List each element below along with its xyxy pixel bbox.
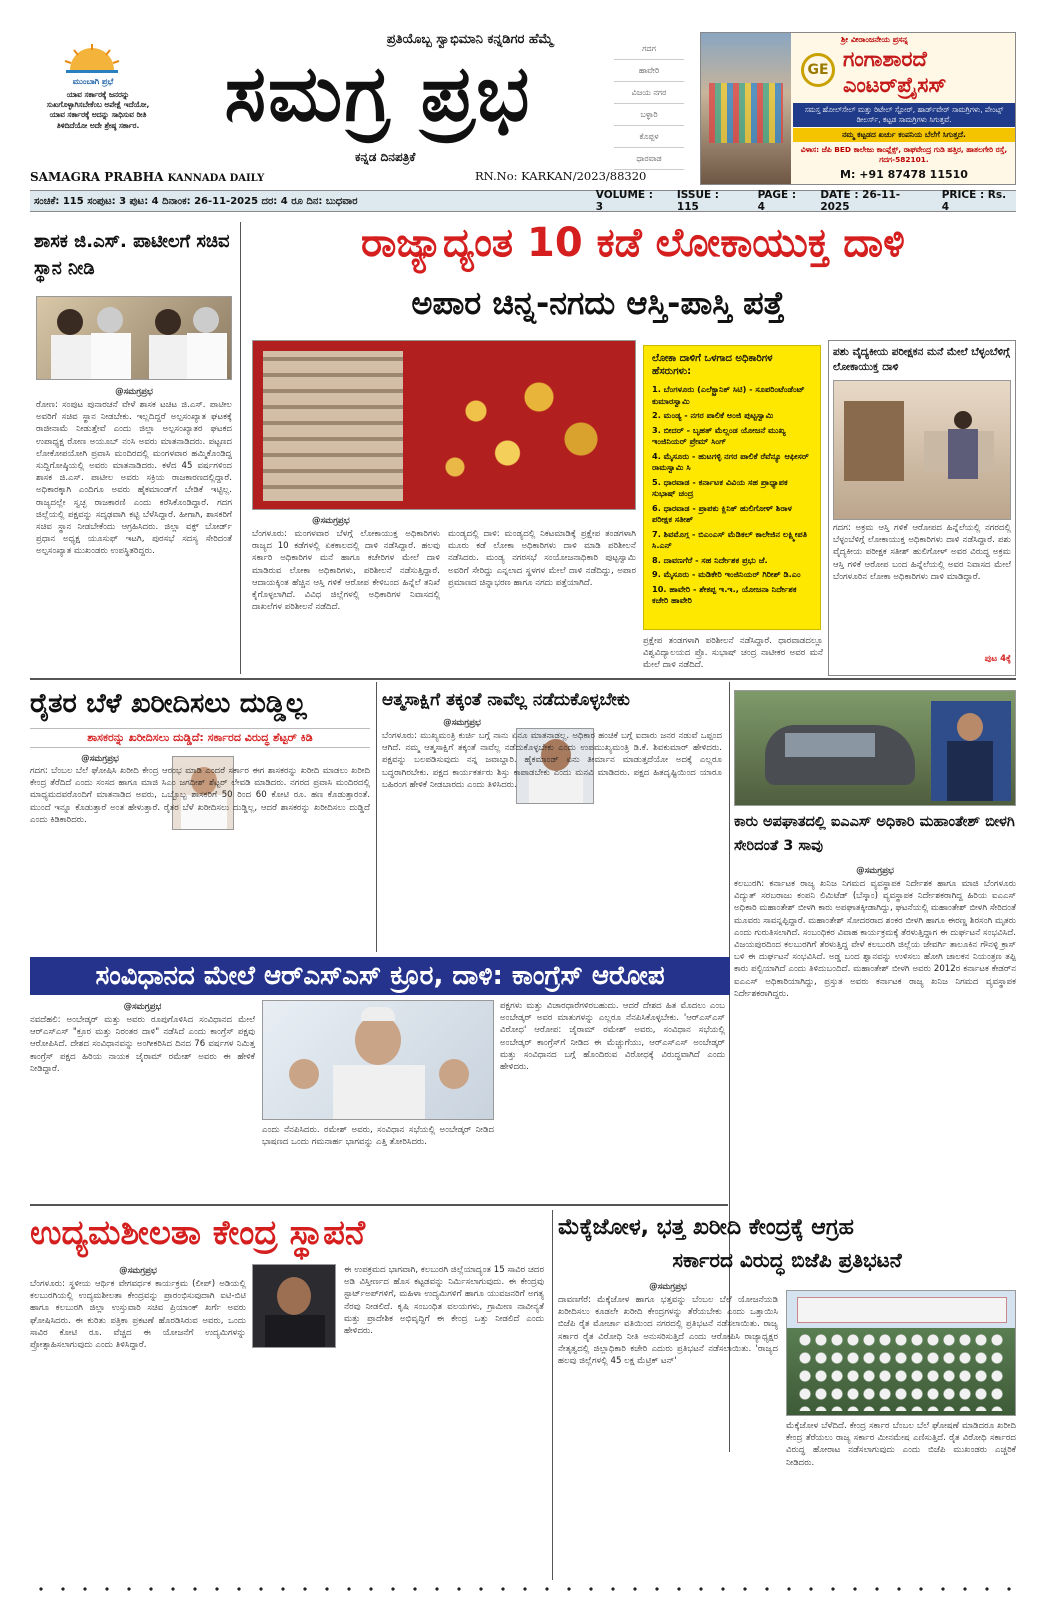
list-item: 1. ಬೆಂಗಳೂರು (ಎಲೆಕ್ಟ್ರಾನಿಕ್ ಸಿಟಿ) - ಸೂಪರಿಂಟೆಂಡೆಂಟ್ ಕುಮಾರಸ್ವಾಮಿ bbox=[652, 384, 805, 406]
city-item[interactable]: ವಿಜಯ ನಗರ bbox=[614, 82, 684, 104]
city-list bbox=[614, 38, 684, 170]
issue: ISSUE : 115 bbox=[676, 189, 720, 213]
headline[interactable]: ಆತ್ಮಸಾಕ್ಷಿಗೆ ತಕ್ಕಂತೆ ನಾವೆಲ್ಲ ನಡೆದುಕೊಳ್ಳಬೇಕು bbox=[382, 690, 630, 710]
photo-seized-gold-cash bbox=[252, 340, 636, 510]
headline: ಸಂವಿಧಾನದ ಮೇಲೆ ಆರ್‌ಎಸ್‌ಎಸ್ ಕ್ರೂರ, ದಾಳಿ: ಕಾಂಗ್ರೆಸ್ ಆರೋಪ bbox=[95, 960, 665, 991]
officials-list-box bbox=[643, 345, 821, 630]
maize-col-2: ಮೆಕ್ಕೆಜೋಳ ಬೆಳೆದಿದೆ. ಕೇಂದ್ರ ಸರ್ಕಾರ ಬೆಂಬಲ ಬೆಲೆ ಘೋಷಣೆ ಮಾಡಿದರೂ ಖರೀದಿ ಕೇಂದ್ರ ತೆರೆಯಲು ರಾಜ್ಯ ಸರ್ಕಾರ ಮೀನಮೇಷ ಎಣಿಸುತ್ತಿದೆ. ರೈತ ವಿರೋಧಿ ಸರ್ಕಾರದ ವಿರುದ್ಧ ಹೋರಾಟ ನಡೆಸಲಾಗುವುದು ಎಂದು ಬಿಜೆಪಿ ಮುಖಂಡರು ಎಚ್ಚರಿಕೆ ನೀಡಿದರು. bbox=[786, 1421, 1016, 1468]
byline: @ಸಮಗ್ರಪ್ರಭ bbox=[115, 387, 153, 397]
byline: @ಸಮಗ್ರಪ್ರಭ bbox=[81, 754, 119, 764]
officials-list bbox=[652, 384, 812, 607]
headline[interactable]: ಪಶು ವೈದ್ಯಕೀಯ ಪರೀಕ್ಷಕನ ಮನೆ ಮೇಲೆ ಬೆಳ್ಳಂಬೆಳಿಗ್ಗೆ ಲೋಕಾಯುಕ್ತ ದಾಳಿ bbox=[833, 346, 1010, 373]
city-item[interactable]: ಗದಗ bbox=[614, 38, 684, 60]
startup-col-1: ಬೆಂಗಳೂರು: ಸ್ಥಳೀಯ ಆರ್ಥಿಕ ವೇಗವರ್ಧಕ ಕಾರ್ಯಕ್ರಮ (ಲೀಪ್) ಅಡಿಯಲ್ಲಿ ಕಲಬುರಗಿಯಲ್ಲಿ ಉದ್ಯಮಶೀಲತಾ ಕೇಂದ್ರವನ್ನು ಪ್ರಾರಂಭಿಸುವುದಾಗಿ ಐಟಿ-ಬಿಟಿ ಹಾಗೂ ಕಲಬುರಗಿ ಜಿಲ್ಲಾ ಉಸ್ತುವಾರಿ ಸಚಿವ ಪ್ರಿಯಾಂಕ್ ಖರ್ಗೆ ಅವರು ಘೋಷಿಸಿದರು. ಈ ಕುರಿತು ಪತ್ರಿಕಾ ಪ್ರಕಟಣೆ ಹೊರಡಿಸಿರುವ ಅವರು, ಒಂದು ಸಾವಿರ ಕೋಟಿ ರೂ. ವೆಚ್ಚದ ಈ ಯೋಜನೆಗೆ ಉದ್ಯಮಿಗಳನ್ನು ಪ್ರೋತ್ಸಾಹಿಸಲಾಗುವುದು ಎಂದು ತಿಳಿಸಿದ್ದಾರೆ. bbox=[30, 1279, 246, 1351]
ad-top-line: ಶ್ರೀ ವೀರಾಂಜನೇಯ ಪ್ರಸನ್ನ bbox=[841, 35, 908, 44]
photo-vet-raid bbox=[833, 380, 1011, 520]
ad-description: ಸಮಸ್ತ ಹೋಲ್‌ಸೇಲ್ ಮತ್ತು ರಿಟೇಲ್ ಸ್ಟೋರ್, ಹಾರ್ಡ್‌ವೇರ್ ಸಾಮಗ್ರಿಗಳು, ಪೇಂಟ್ಸ್ ಡೀಲರ್ಸ್, ಕಟ್ಟಡ ಸಾಮಗ್ರಿಗಳು ಸಿಗುತ್ತವೆ. bbox=[793, 103, 1015, 127]
price: PRICE : Rs. 4 bbox=[941, 189, 1007, 213]
photo-patil bbox=[36, 296, 232, 380]
article-body: ಕಲಬುರಗಿ: ಕರ್ನಾಟಕ ರಾಜ್ಯ ಖನಿಜ ನಿಗಮದ ವ್ಯವಸ್ಥಾಪಕ ನಿರ್ದೇಶಕ ಹಾಗೂ ಮಾಜಿ ಬೆಂಗಳೂರು ವಿದ್ಯುತ್ ಸರಬರಾಜು ಕಂಪನಿ ಲಿಮಿಟೆಡ್ (ಬೆಸ್ಕಾಂ) ವ್ಯವಸ್ಥಾಪಕ ನಿರ್ದೇಶಕರಾಗಿದ್ದ ಹಿರಿಯ ಐಎಎಸ್ ಅಧಿಕಾರಿ ಮಹಾಂತೇಶ್ ಬೀಳಗಿ ಕಾರು ಅಪಘಾತಕ್ಕೀಡಾಗಿದ್ದು, ಘಟನೆಯಲ್ಲಿ ಮಹಾಂತೇಶ್ ಬೀಳಗಿ ಸೇರಿದಂತೆ ಮೂವರು ಸಾವನ್ನಪ್ಪಿದ್ದಾರೆ. ಮಹಾಂತೇಶ್ ಸೋದರರಾದ ಶಂಕರ ಬೀಳಗಿ ಹಾಗೂ ಈರಣ್ಣ ಶಿರಸಂಗಿ ಮೃತರು ಎಂದು ಗುರುತಿಸಲಾಗಿದೆ. ಸಂಬಂಧಿಕರ ವಿವಾಹ ಕಾರ್ಯಕ್ರಮಕ್ಕೆ ತೆರಳುತ್ತಿದ್ದಾಗ ಈ ದುರ್ಘಟನೆ ಸಂಭವಿಸಿದೆ. ವಿಜಯಪುರದಿಂದ ಕಲಬುರಗಿಗೆ ತೆರಳುತ್ತಿದ್ದ ವೇಳೆ ಕಲಬುರಗಿ ಜಿಲ್ಲೆಯ ಜೇವರ್ಗಿ ತಾಲೂಕಿನ ಗೌನಳ್ಳಿ ಕ್ರಾಸ್ ಬಳಿ ಈ ದುರ್ಘಟನೆ ಸಂಭವಿಸಿದೆ. ಅಡ್ಡ ಬಂದ ಶ್ವಾನವನ್ನು ಉಳಿಸಲು ಹೋಗಿ ಚಾಲಕನ ನಿಯಂತ್ರಣ ತಪ್ಪಿ ಕಾರು ಪಲ್ಟಿಯಾಗಿದೆ ಎಂದು ತಿಳಿದುಬಂದಿದೆ. ಮಹಾಂತೇಶ್ ಬೀಳಗಿ ಅವರು 2012ರ ಕರ್ನಾಟಕ ಕೇಡರ್‌ನ ಐಎಎಸ್ ಅಧಿಕಾರಿಯಾಗಿದ್ದು, ಪ್ರಸ್ತುತ ಅವರು ಕರ್ನಾಟಕ ರಾಜ್ಯ ಖನಿಜ ನಿಗಮದ ವ್ಯವಸ್ಥಾಪಕ ನಿರ್ದೇಶಕರಾಗಿದ್ದರು. bbox=[734, 879, 1016, 999]
headline[interactable]: ರೈತರ ಬೆಳೆ ಖರೀದಿಸಲು ದುಡ್ಡಿಲ್ಲ bbox=[30, 688, 307, 719]
photo-car-accident bbox=[734, 690, 1016, 806]
subheadline: ಸರ್ಕಾರದ ವಿರುದ್ಧ ಬಿಜೆಪಿ ಪ್ರತಿಭಟನೆ bbox=[672, 1248, 902, 1272]
sunrise-logo-icon bbox=[62, 42, 122, 74]
byline: @ಸಮಗ್ರಪ್ರಭ bbox=[123, 1002, 162, 1012]
ad-phone[interactable]: M: +91 87478 11510 bbox=[840, 168, 968, 181]
page-number: PAGE : 4 bbox=[757, 189, 797, 213]
subheadline: ಶಾಸಕರನ್ನು ಖರೀದಿಸಲು ದುಡ್ಡಿದೆ: ಸರ್ಕಾರದ ವಿರುದ್ಧ ಶೆಟ್ಟರ್ ಕಿಡಿ bbox=[30, 728, 370, 748]
maize-col-1: ದಾವಣಗೆರೆ: ಮೆಕ್ಕೆಜೋಳ ಹಾಗೂ ಭತ್ತವನ್ನು ಬೆಂಬಲ ಬೆಲೆ ಯೋಜನೆಯಡಿ ಖರೀದಿಸಲು ಕೂಡಲೇ ಖರೀದಿ ಕೇಂದ್ರಗಳನ್ನು ತೆರೆಯಬೇಕು ಎಂದು ಒತ್ತಾಯಿಸಿ ಬಿಜೆಪಿ ರೈತ ಮೋರ್ಚಾ ವತಿಯಿಂದ ನಗರದಲ್ಲಿ ಪ್ರತಿಭಟನೆ ನಡೆಸಲಾಯಿತು. ರಾಜ್ಯ ಸರ್ಕಾರ ರೈತ ವಿರೋಧಿ ನೀತಿ ಅನುಸರಿಸುತ್ತಿದೆ ಎಂದು ಆರೋಪಿಸಿ ರಾಜ್ಯಾಧ್ಯಕ್ಷರ ನೇತೃತ್ವದಲ್ಲಿ ಜಿಲ್ಲಾಧಿಕಾರಿ ಕಚೇರಿ ಎದುರು ಪ್ರತಿಭಟನೆ ನಡೆಸಲಾಯಿತು. 'ರಾಜ್ಯದ ಹಲವು ಜಿಲ್ಲೆಗಳಲ್ಲಿ 45 ಲಕ್ಷ ಮೆಟ್ರಿಕ್ ಟನ್' bbox=[558, 1295, 778, 1367]
lead-col-1: ಬೆಂಗಳೂರು: ಮಂಗಳವಾರ ಬೆಳಗ್ಗೆ ಲೋಕಾಯುಕ್ತ ಅಧಿಕಾರಿಗಳು ರಾಜ್ಯದ 10 ಕಡೆಗಳಲ್ಲಿ ಏಕಕಾಲದಲ್ಲಿ ದಾಳಿ ನಡೆಸಿದ್ದಾರೆ. ಹಲವು ಸರ್ಕಾರಿ ಅಧಿಕಾರಿಗಳ ಮನೆ ಹಾಗೂ ಕಚೇರಿಗಳ ಮೇಲೆ ದಾಳಿ ಮಾಡಿರುವ ಲೋಕಾ ಅಧಿಕಾರಿಗಳು, ಪರಿಶೀಲನೆ ನಡೆಸುತ್ತಿದ್ದಾರೆ. ಆದಾಯಕ್ಕಿಂತ ಹೆಚ್ಚಿನ ಆಸ್ತಿ ಗಳಿಕೆ ಆರೋಪ ಕೇಳಿಬಂದ ಹಿನ್ನೆಲೆ ತನಿಖೆ ಕೈಗೊಳ್ಳಲಾಗಿದೆ. ವಿವಿಧ ಜಿಲ್ಲೆಗಳಲ್ಲಿ ಅಧಿಕಾರಿಗಳ ನಿವಾಸದಲ್ಲಿ ದಾಖಲೆಗಳ ಪರಿಶೀಲನೆ ನಡೆದಿದೆ. bbox=[252, 529, 440, 613]
rss-col-1: ನವದೆಹಲಿ: ಅಂಬೇಡ್ಕರ್ ಮತ್ತು ಅವರು ರೂಪುಗೊಳಿಸಿದ ಸಂವಿಧಾನದ ಮೇಲೆ ಆರ್‌ಎಸ್‌ಎಸ್ "ಕ್ರೂರ ಮತ್ತು ನಿರಂತರ ದಾಳಿ" ನಡೆಸಿದೆ ಎಂದು ಕಾಂಗ್ರೆಸ್ ಪಕ್ಷವು ಆರೋಪಿಸಿದೆ. ದೇಶದ ಸಂವಿಧಾನವನ್ನು ಅಂಗೀಕರಿಸಿದ ದಿನದ 76 ವರ್ಷಗಳ ನಿಮಿತ್ತ ಕಾಂಗ್ರೆಸ್ ಪಕ್ಷದ ಹಿರಿಯ ನಾಯಕ ಜೈರಾಮ್ ರಮೇಶ್ ಅವರು ಈ ಹೇಳಿಕೆ ನೀಡಿದ್ದಾರೆ. bbox=[30, 1015, 255, 1074]
lead-col-3: ಪ್ರಕ್ಷೇಪ ತಂಡಗಳಾಗಿ ಪರಿಶೀಲನೆ ನಡೆಸಿದ್ದಾರೆ. ಧಾರವಾಡದಲ್ಲೂ ವಿಶ್ವವಿದ್ಯಾಲಯದ ಪ್ರೊ. ಸುಭಾಷ್ ಚಂದ್ರ ನಾಟೀಕರ ಅವರ ಮನೆ ಮೇಲೆ ದಾಳಿ ನಡೆದಿದೆ. bbox=[643, 636, 823, 671]
ad-name-1: ಗಂಗಾಶಾರದೆ bbox=[843, 47, 927, 71]
continued-link[interactable]: ಪುಟ 4ಕ್ಕೆ bbox=[984, 654, 1011, 664]
city-item[interactable]: ಧಾರವಾಡ bbox=[614, 148, 684, 170]
headline[interactable]: ಕಾರು ಅಪಘಾತದಲ್ಲಿ ಐಎಎಸ್ ಅಧಿಕಾರಿ ಮಹಾಂತೇಶ್ ಬೀಳಗಿ ಸೇರಿದಂತೆ 3 ಸಾವು bbox=[734, 814, 1015, 854]
rn-number: RN.No: KARKAN/2023/88320 bbox=[475, 169, 647, 183]
footer-dots bbox=[30, 1586, 1016, 1592]
article-body: ಬೆಂಗಳೂರು: ಮುಖ್ಯಮಂತ್ರಿ ಕುರ್ಚಿ ಬಗ್ಗೆ ನಾನು ಏನೂ ಮಾತನಾಡಲ್ಲ. ಅಧಿಕಾರ ಹಂಚಿಕೆ ಬಗ್ಗೆ ಐದಾರು ಜನರ ನಡುವೆ ಒಪ್ಪಂದ ಆಗಿದೆ. ನಮ್ಮ ಆತ್ಮಸಾಕ್ಷಿಗೆ ತಕ್ಕಂತೆ ನಾವೆಲ್ಲ ನಡೆದುಕೊಳ್ಳಬೇಕು ಎಂದು ಉಪಮುಖ್ಯಮಂತ್ರಿ ಡಿ.ಕೆ. ಶಿವಕುಮಾರ್ ಹೇಳಿದರು. ಪಕ್ಷವನ್ನು ಬಲಪಡಿಸುವುದು ನನ್ನ ಜವಾಬ್ದಾರಿ. ಹೈಕಮಾಂಡ್ ಏನು ತೀರ್ಮಾನ ಮಾಡುತ್ತದೆಯೋ ಅದಕ್ಕೆ ಎಲ್ಲರೂ ಬದ್ಧರಾಗಿರಬೇಕು. ಪಕ್ಷದ ಕಾರ್ಯಕರ್ತರು ಶಿಸ್ತು ಕಾಪಾಡಬೇಕು ಎಂದು ಮನವಿ ಮಾಡಿದರು. ಪಕ್ಷದ ಹಿತದೃಷ್ಟಿಯಿಂದ ಯಾರೂ ಬಹಿರಂಗ ಹೇಳಿಕೆ ನೀಡಬಾರದು ಎಂದು ತಿಳಿಸಿದರು. bbox=[382, 731, 722, 790]
rss-col-2: ಎಂದು ನೆನಪಿಸಿದರು. ರಮೇಶ್ ಅವರು, ಸಂವಿಧಾನ ಸಭೆಯಲ್ಲಿ ಅಂಬೇಡ್ಕರ್ ನೀಡಿದ ಭಾಷಣದ ಒಂದು ಗಮನಾರ್ಹ ಭಾಗವನ್ನು ಎತ್ತಿ ತೋರಿಸಿದರು. bbox=[262, 1125, 494, 1148]
english-name-main: SAMAGRA PRABHA bbox=[30, 170, 164, 184]
byline: @ಸಮಗ್ರಪ್ರಭ bbox=[856, 866, 894, 876]
motto: ಯಾವ ಸರ್ಕಾರಕ್ಕೆ ಜನರನ್ನು ಸುಖಗೊಳ್ಳಾಗಿಸಬೇಕೆಂಬ ಅಪೇಕ್ಷೆ ಇದೆಯೋ, ಯಾವ ಸರ್ಕಾರಕ್ಕೆ ಅದನ್ನು ಸಾಧಿಸುವ ರೀತಿ ತಿಳಿದಿದೆಯೋ ಅದೇ ಶ್ರೇಷ್ಠ ಸರ್ಕಾರ. bbox=[46, 90, 150, 130]
ad-logo-icon: GE bbox=[801, 53, 835, 87]
city-item[interactable]: ಬಳ್ಳಾರಿ bbox=[614, 104, 684, 126]
list-item: 8. ದಾವಣಗೆರೆ - ಸಹ ನಿರ್ದೇಶಕ ಪ್ರಭು ಜೆ. bbox=[652, 554, 768, 565]
city-item[interactable]: ಕೊಪ್ಪಳ bbox=[614, 126, 684, 148]
ad-name-2: ಎಂಟರ್‌ಪ್ರೈಸಸ್ bbox=[843, 73, 947, 97]
article-body: ಗದಗ: ಬೆಂಬಲ ಬೆಲೆ ಘೋಷಿಸಿ ಖರೀದಿ ಕೇಂದ್ರ ಆರಂಭ ಮಾಡಿ ಎಂದರೆ ಸರ್ಕಾರ ಈಗ ಶಾಸಕರನ್ನು ಖರೀದಿ ಮಾಡಲು ಖರೀದಿ ಕೇಂದ್ರ ತೆರೆದಿದೆ ಎಂದು ಸಂಸದ ಹಾಗೂ ಮಾಜಿ ಸಿಎಂ ಜಗದೀಶ್ ಶೆಟ್ಟರ್ ಲೇವಡಿ ಮಾಡಿದರು. ನಗರದ ಪ್ರವಾಸಿ ಮಂದಿರದಲ್ಲಿ ಮಾಧ್ಯಮದವರೊಂದಿಗೆ ಮಾತನಾಡಿದ ಅವರು, ಒಬ್ಬೊಬ್ಬ ಶಾಸಕರಿಗೆ 50 ರಿಂದ 60 ಕೋಟಿ ರೂ. ಹಣ ಕೊಡುತ್ತಾರಂತೆ. ಮುಂದೆ ಇನ್ನೂ ಕೊಡುತ್ತಾರೆ ಅಂತ ಹೇಳುತ್ತಾರೆ. ರೈತರ ಬೆಳೆ ಖರೀದಿಸಲು ದುಡ್ಡಿಲ್ಲ, ಆದರೆ ಶಾಸಕರನ್ನು ಖರೀದಿಸಲು ದುಡ್ಡಿದೆ ಎಂದು ಕಿಡಿಕಾರಿದರು. bbox=[30, 766, 370, 825]
photo-priyank-kharge bbox=[252, 1264, 336, 1348]
headline[interactable]: ಶಾಸಕ ಜಿ.ಎಸ್. ಪಾಟೀಲಗೆ ಸಚಿವ ಸ್ಥಾನ ನೀಡಿ bbox=[34, 231, 230, 279]
list-item: 4. ಮೈಸೂರು - ಹುಟಗಳ್ಳಿ ನಗರ ಪಾಲಿಕೆ ರೆವೆನ್ಯೂ ಆಫೀಸರ್ ರಾಮಸ್ವಾಮಿ ಸಿ bbox=[652, 450, 809, 472]
article-body: ಗದಗ: ಅಕ್ರಮ ಆಸ್ತಿ ಗಳಿಕೆ ಆರೋಪದ ಹಿನ್ನೆಲೆಯಲ್ಲಿ ನಗರದಲ್ಲಿ ಬೆಳ್ಳಂಬೆಳಿಗ್ಗೆ ಲೋಕಾಯುಕ್ತ ಅಧಿಕಾರಿಗಳು ದಾಳಿ ನಡೆಸಿದ್ದಾರೆ. ಪಶು ವೈದ್ಯಕೀಯ ಪರೀಕ್ಷಕ ಸತೀಶ್ ಹುಲಿಗೋಳ್ ಅವರ ವಿರುದ್ಧ ಅಕ್ರಮ ಆಸ್ತಿ ಗಳಿಕೆ ಆರೋಪ ಬಂದ ಹಿನ್ನೆಲೆಯಲ್ಲಿ ಅವರ ನಿವಾಸದ ಮೇಲೆ ಬೆಂಗಳೂರಿನ ಲೋಕಾ ಅಧಿಕಾರಿಗಳು ದಾಳಿ ಮಾಡಿದ್ದಾರೆ. bbox=[833, 523, 1011, 582]
officials-box-title: ಲೋಕಾ ದಾಳಿಗೆ ಒಳಗಾದ ಅಧಿಕಾರಿಗಳ ಹೆಸರುಗಳು: bbox=[652, 353, 773, 377]
headline[interactable]: ಮೆಕ್ಕೆಜೋಳ, ಭತ್ತ ಖರೀದಿ ಕೇಂದ್ರಕ್ಕೆ ಆಗ್ರಹ bbox=[558, 1215, 854, 1240]
volume: VOLUME : 3 bbox=[595, 189, 653, 213]
masthead-tagline: ಪ್ರತಿಯೊಬ್ಬ ಸ್ವಾಭಿಮಾನಿ ಕನ್ನಡಿಗರ ಹೆಮ್ಮೆ bbox=[386, 32, 554, 47]
byline: @ಸಮಗ್ರಪ್ರಭ bbox=[649, 1282, 687, 1292]
byline: @ಸಮಗ್ರಪ್ರಭ bbox=[312, 516, 350, 526]
list-item: 5. ಧಾರವಾಡ - ಕರ್ನಾಟಕ ವಿವಿಯ ಸಹ ಪ್ರಾಧ್ಯಾಪಕ ಸುಭಾಷ್ ಚಂದ್ರ bbox=[652, 476, 788, 498]
issue-info-kannada: ಸಂಚಿಕೆ: 115 ಸಂಪುಟ: 3 ಪುಟ: 4 ದಿನಾಂಕ: 26-11-2025 ದರ: 4 ರೂ ದಿನ: ಬುಧವಾರ bbox=[34, 195, 358, 207]
lead-subheadline: ಅಪಾರ ಚಿನ್ನ-ನಗದು ಆಸ್ತಿ-ಪಾಸ್ತಿ ಪತ್ತೆ bbox=[411, 284, 785, 322]
shop-photo bbox=[701, 33, 791, 184]
lead-headline[interactable]: ರಾಜ್ಯಾದ್ಯಂತ 10 ಕಡೆ ಲೋಕಾಯುಕ್ತ ದಾಳಿ bbox=[361, 220, 905, 266]
issue-date: DATE : 26-11-2025 bbox=[820, 189, 901, 213]
byline: @ಸಮಗ್ರಪ್ರಭ bbox=[443, 718, 481, 728]
headline[interactable]: ಉದ್ಯಮಶೀಲತಾ ಕೇಂದ್ರ ಸ್ಥಾಪನೆ bbox=[30, 1213, 366, 1253]
story-rss-headline-banner[interactable] bbox=[30, 957, 730, 995]
newspaper-title: ಸಮಗ್ರ ಪ್ರಭ bbox=[224, 48, 532, 139]
advertisement[interactable] bbox=[700, 32, 1016, 185]
ad-address: ವಿಳಾಸ: ಜೆಪಿ BED ಕಾಲೇಜು ಕಾಂಪ್ಲೆಕ್ಸ್, ರಾಘವೇಂದ್ರ ಗುಡಿ ಹತ್ತಿರ, ಹಾತಲಗೇರಿ ರಸ್ತೆ, ಗದಗ-582101. bbox=[800, 145, 1008, 164]
ad-highlight: ನಮ್ಮ ಕಟ್ಟಡದ ಖರ್ಚು ಕಂಪನಿಯ ಬೆಲೆಗೆ ಸಿಗುತ್ತದೆ. bbox=[793, 128, 1015, 142]
list-item: 10. ಹಾವೇರಿ - ಶೇಕಪ್ಪ ಇ.ಇ., ಯೋಜನಾ ನಿರ್ದೇಶಕ ಕಚೇರಿ ಹಾವೇರಿ bbox=[652, 583, 797, 605]
list-item: 2. ಮಂಡ್ಯ - ನಗರ ಪಾಲಿಕೆ ಅಂಜಿ ಪುಟ್ಟಸ್ವಾಮಿ bbox=[652, 410, 774, 420]
lead-col-2: ಮಂಡ್ಯದಲ್ಲಿ ದಾಳಿ: ಮಂಡ್ಯದಲ್ಲಿ ನಿಕಟಮಾಡಿಕ್ಕೆ ಪ್ರಕ್ಷೇಪ ತಂಡಗಳಾಗಿ ಮೂರು ಕಡೆ ಲೋಕಾ ಅಧಿಕಾರಿಗಳು ದಾಳಿ ಮಾಡಿ ಪರಿಶೀಲನೆ ನಡೆಸಿದರು. ಮಂಡ್ಯ ನಗರಸಭೆ ಸಂಯೋಜನಾಧಿಕಾರಿ ಪುಟ್ಟಸ್ವಾಮಿ ಅವರಿಗೆ ಸೇರಿದ್ದು ಎನ್ನಲಾದ ಸ್ಥಳಗಳ ಮೇಲೆ ದಾಳಿ ನಡೆದಿದ್ದು, ಅಪಾರ ಪ್ರಮಾಣದ ಚಿನ್ನಾಭರಣ ಹಾಗೂ ನಗದು ಪತ್ತೆಯಾಗಿದೆ. bbox=[448, 529, 636, 588]
photo-jairam-ramesh bbox=[262, 1000, 494, 1120]
list-item: 9. ಮೈಸೂರು - ಮಡಿಕೇರಿ ಇಂಜಿನಿಯರ್ ಗಿರೀಶ್ ಡಿ.ಎಂ bbox=[652, 569, 801, 579]
logo-caption: ಮುಂಬಾಗಿ ಪ್ರಭೆ bbox=[72, 77, 114, 86]
rss-col-3: ಪಕ್ಷಗಳು ಮತ್ತು ವಿಚಾರಧಾರೆಗಳಿರಬಹುದು. ಆದರೆ ದೇಶದ ಹಿತ ಮೊದಲು ಎಂಬ ಅಂಬೇಡ್ಕರ್ ಅವರ ಮಾತುಗಳನ್ನು ಎಲ್ಲರೂ ನೆನಪಿಸಿಕೊಳ್ಳಬೇಕು. 'ಆರ್‌ಎಸ್‌ಎಸ್ ವಿರೋಧ' ಆರೋಪ: ಜೈರಾಮ್ ರಮೇಶ್ ಅವರು, ಸಂವಿಧಾನ ಸಭೆಯಲ್ಲಿ ಅಂಬೇಡ್ಕರ್ ಕಾಂಗ್ರೆಸ್‌ಗೆ ನೀಡಿದ ಈ ಮೆಚ್ಚುಗೆಯು, ಆರ್‌ಎಸ್‌ಎಸ್ ಅಂಬೇಡ್ಕರ್ ಮತ್ತು ಸಂವಿಧಾನದ ಬಗ್ಗೆ ಹೊಂದಿರುವ ವಿರೋಧಕ್ಕೆ ವಿರುದ್ಧವಾಗಿದೆ ಎಂದು ಹೇಳಿದರು. bbox=[500, 1001, 725, 1073]
byline: @ಸಮಗ್ರಪ್ರಭ bbox=[119, 1266, 157, 1276]
article-body: ರೋಣ: ಸಂಪುಟ ಪುನಾರಚನೆ ವೇಳೆ ಶಾಸಕ ಟಚಿಟ ಜಿ.ಎಸ್. ಪಾಟೀಲ ಅವರಿಗೆ ಸಚಿವ ಸ್ಥಾನ ನೀಡಬೇಕು. ಇಲ್ಲದಿದ್ದರೆ ಅಲ್ಪಸಂಖ್ಯಾತ ಘಟಕಕ್ಕೆ ರಾಜೀನಾಮೆ ನೀಡುತ್ತೇವೆ ಎಂದು ಜಿಲ್ಲಾ ಅಲ್ಪಸಂಖ್ಯಾತರ ಘಟಕದ ಉಪಾಧ್ಯಕ್ಷ ರೋಣ ಅಯೂಬ್ ನಂಸಿ ಅವರು ಮಾತನಾಡಿದರು. ಪಟ್ಟಣದ ಲೋಕೋಪಯೋಗಿ ಪ್ರವಾಸಿ ಮಂದಿರದಲ್ಲಿ ಮಂಗಳವಾರ ಹಮ್ಮಿಕೊಂಡಿದ್ದ ಸುದ್ದಿಗೋಷ್ಠಿಯಲ್ಲಿ ಅವರು ಮಾತನಾಡಿದರು. ಕಳೆದ 45 ವರ್ಷಗಳಿಂದ ಶಾಸಕ ಜಿ.ಎಸ್. ಪಾಟೀಲ ಅವರು ಸಕ್ರಿಯ ರಾಜಕಾರಣದಲ್ಲಿದ್ದಾರೆ. ಅಧಿಕಾರಕ್ಕಾಗಿ ಎಂದಿಗೂ ಅವರು ಹೈಕಮಾಂಡ್‌ಗೆ ಬೇಡಿಕೆ ಇಟ್ಟಿಲ್ಲ. ರಾಜ್ಯದಲ್ಲೇ ಸ್ವಚ್ಛ ರಾಜಕಾರಣಿ ಎಂದು ಕರೆಸಿಕೊಂಡಿದ್ದಾರೆ. ಗದಗ ಜಿಲ್ಲೆಯಲ್ಲಿ ಪಕ್ಷವನ್ನು ಸದೃಢವಾಗಿ ಕಟ್ಟಿ ಬೆಳೆಸಿದ್ದಾರೆ. ಹೀಗಾಗಿ, ಶಾಸಕರಿಗೆ ಸಚಿವ ಸ್ಥಾನ ನೀಡಬೇಕೆಂದು ಆಗ್ರಹಿಸಿದರು. ಜಿಲ್ಲಾ ವಕ್ಫ್ ಬೋರ್ಡ್ ಪ್ರಧಾನ ಅಧ್ಯಕ್ಷ ಯೂಸುಫ್ ಇಟಗಿ, ಪುರಸಭೆ ಸದಸ್ಯ ಸೇರಿದಂತೆ ಅಲ್ಪಸಂಖ್ಯಾತ ಮುಖಂಡರು ಉಪಸ್ಥಿತರಿದ್ದರು. bbox=[36, 400, 232, 557]
city-item[interactable]: ಹಾವೇರಿ bbox=[614, 60, 684, 82]
photo-bjp-protest bbox=[786, 1290, 1016, 1416]
list-item: 6. ಧಾರವಾಡ - ಪ್ರಾಪಕು ಕ್ಲಿನಿಕ್ ಹುಲಿಗೋಳ್ ಶಿರಾಳ ಪರೀಕ್ಷಕ ಸತೀಶ್ bbox=[652, 502, 792, 524]
english-name-sub: KANNADA DAILY bbox=[167, 173, 265, 184]
english-name bbox=[30, 170, 264, 184]
masthead-subtitle: ಕನ್ನಡ ದಿನಪತ್ರಿಕೆ bbox=[355, 150, 416, 164]
list-item: 7. ಶಿವಮೊಗ್ಗ - ಬಿಎಂಎಸ್ ಮೆಡಿಕಲ್ ಕಾಲೇಜಿನ ಲಕ್ಷ್ಮೀಪತಿ ಸಿ.ಎನ್ bbox=[652, 528, 808, 550]
issue-info-bar bbox=[30, 190, 1016, 212]
startup-col-2: ಈ ಉಪಕ್ರಮದ ಭಾಗವಾಗಿ, ಕಲಬುರಗಿ ಜಿಲ್ಲೆಯಾದ್ಯಂತ 15 ಸಾವಿರ ಚದರ ಅಡಿ ವಿಸ್ತೀರ್ಣದ ಹೊಸ ಕಟ್ಟಡವನ್ನು ನಿರ್ಮಿಸಲಾಗುವುದು. ಈ ಕೇಂದ್ರವು ಸ್ಟಾರ್ಟ್‌ಅಪ್‌ಗಳಿಗೆ, ಮಹಿಳಾ ಉದ್ಯಮಿಗಳಿಗೆ ಹಾಗೂ ಯುವಜನರಿಗೆ ಅಗತ್ಯ ನೆರವು ನೀಡಲಿದೆ. ಕೃಷಿ ಸಂಬಂಧಿತ ವಲಯಗಳು, ಗ್ರಾಮೀಣ ನಾವೀನ್ಯತೆ ಮತ್ತು ಪ್ರಾದೇಶಿಕ ಅಭಿವೃದ್ಧಿಗೆ ಈ ಕೇಂದ್ರ ಒತ್ತು ನೀಡಲಿದೆ ಎಂದು ಹೇಳಿದರು. bbox=[344, 1265, 544, 1337]
list-item: 3. ಬೀದರ್ - ಬೃಹತ್ ಮೆಲ್ಲಂಡ ಯೋಜನೆ ಮುಖ್ಯ ಇಂಜಿನಿಯರ್ ಪ್ರೇಮ್ ಸಿಂಗ್ bbox=[652, 424, 786, 446]
